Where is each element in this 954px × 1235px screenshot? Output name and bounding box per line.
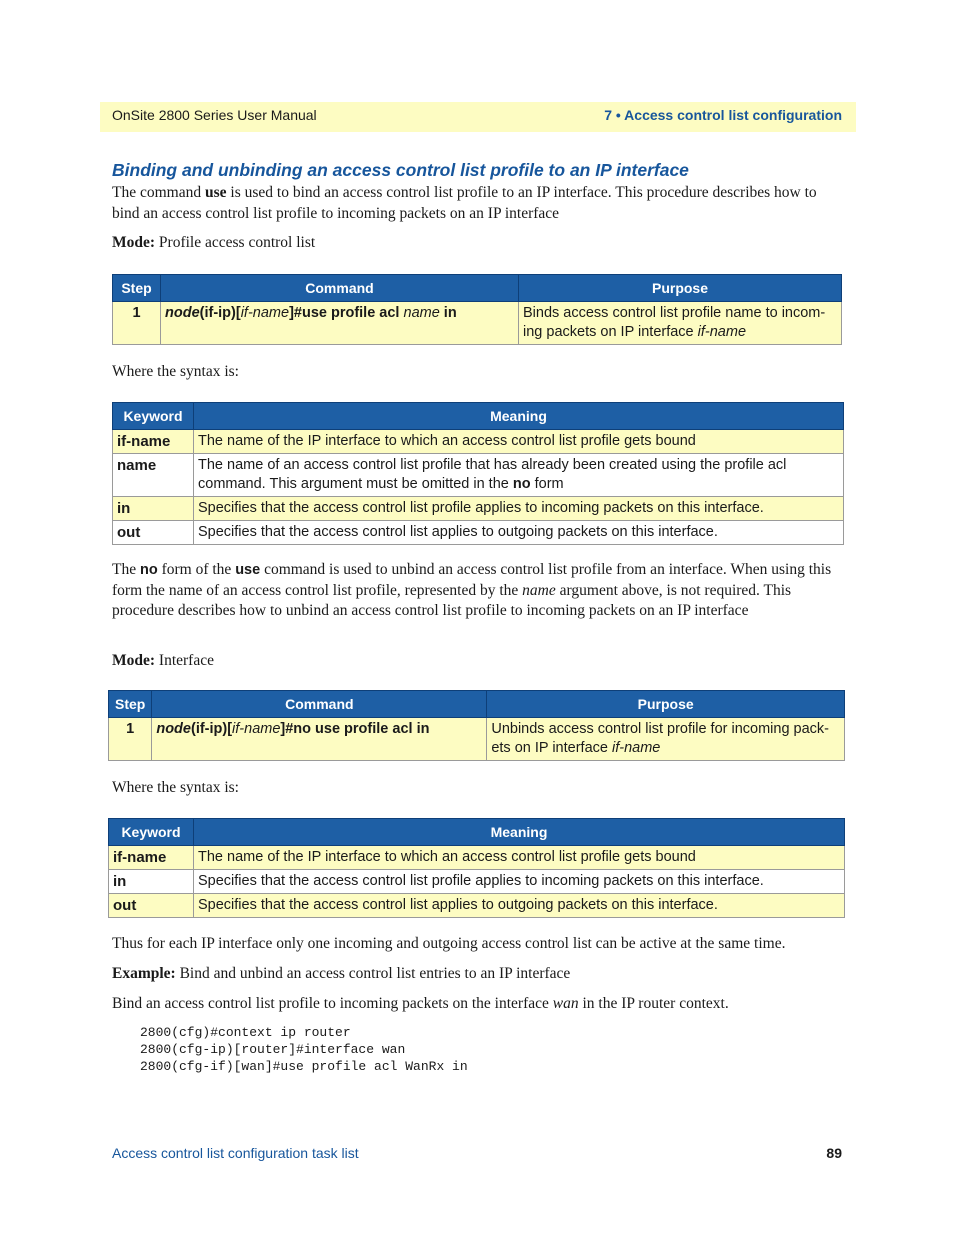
meaning-cell: Specifies that the access control list profile applies to incoming packets on this interface. bbox=[194, 497, 844, 521]
meaning-cell: Specifies that the access control list applies to outgoing packets on this interface. bbox=[194, 521, 844, 545]
command-cell: node(if-ip)[if-name]#no use profile acl in bbox=[152, 718, 487, 761]
syntax-intro: Where the syntax is: bbox=[112, 363, 239, 380]
syntax-intro: Where the syntax is: bbox=[112, 779, 239, 796]
example-line: Example: Bind and unbind an access control list entries to an IP interface bbox=[112, 965, 571, 982]
col-command: Command bbox=[152, 691, 487, 718]
use-keyword: use bbox=[204, 184, 227, 201]
keyword-cell: if-name bbox=[113, 430, 194, 454]
col-meaning: Meaning bbox=[194, 819, 845, 846]
table-row bbox=[109, 846, 845, 870]
footer-section-title: Access control list configuration task list bbox=[112, 1145, 359, 1161]
step-number: 1 bbox=[113, 302, 161, 345]
meaning-cell: The name of an access control list profile that has already been created using the profile acl command. This argument must be omitted in the no form bbox=[194, 454, 844, 497]
unbind-command-table bbox=[108, 690, 845, 761]
col-keyword: Keyword bbox=[109, 819, 194, 846]
chapter-title: 7 • Access control list configuration bbox=[604, 107, 842, 123]
mode-label: Mode: bbox=[112, 234, 156, 251]
keyword-cell: out bbox=[109, 894, 194, 918]
col-step: Step bbox=[113, 275, 161, 302]
purpose-cell: Unbinds access control list profile for incoming pack-ets on IP interface if-name bbox=[487, 718, 845, 761]
meaning-cell: Specifies that the access control list profile applies to incoming packets on this interface. bbox=[194, 870, 845, 894]
code-line: 2800(cfg-if)[wan]#use profile acl WanRx in bbox=[140, 1059, 468, 1074]
meaning-cell: The name of the IP interface to which an access control list profile gets bound bbox=[194, 430, 844, 454]
syntax-table bbox=[112, 402, 844, 545]
no-form-paragraph: The no form of the use command is used to unbind an access control list profile from an interface. When using this form the name of an access control list profile, represented by the name argument above, is not required. This procedure describes how to unbind an access control list profile to incoming packets on an IP interface bbox=[112, 561, 832, 619]
command-cell: node(if-ip)[if-name]#use profile acl name in bbox=[161, 302, 519, 345]
manual-title: OnSite 2800 Series User Manual bbox=[112, 107, 317, 123]
col-purpose: Purpose bbox=[519, 275, 842, 302]
table-row bbox=[113, 430, 844, 454]
keyword-cell: out bbox=[113, 521, 194, 545]
bind-command-table bbox=[112, 274, 842, 345]
col-keyword: Keyword bbox=[113, 403, 194, 430]
page-number: 89 bbox=[826, 1145, 842, 1161]
col-meaning: Meaning bbox=[194, 403, 844, 430]
purpose-cell: Binds access control list profile name to incom-ing packets on IP interface if-name bbox=[519, 302, 842, 345]
table-row bbox=[113, 302, 842, 345]
table-row bbox=[113, 454, 844, 497]
summary-paragraph: Thus for each IP interface only one incoming and outgoing access control list can be active at the same time. bbox=[112, 935, 786, 952]
intro-paragraph: The command use is used to bind an access control list profile to an IP interface. This procedure describes how to bind an access control list profile to incoming packets on an IP interface bbox=[112, 184, 817, 222]
meaning-cell: The name of the IP interface to which an access control list profile gets bound bbox=[194, 846, 845, 870]
col-step: Step bbox=[109, 691, 152, 718]
keyword-cell: if-name bbox=[109, 846, 194, 870]
table-row bbox=[109, 894, 845, 918]
table-row bbox=[109, 870, 845, 894]
syntax-table-2 bbox=[108, 818, 845, 918]
mode-line: Mode: Profile access control list bbox=[112, 234, 316, 251]
mode-label: Mode: bbox=[112, 652, 156, 669]
example-label: Example: bbox=[112, 965, 176, 982]
keyword-cell: in bbox=[109, 870, 194, 894]
keyword-cell: name bbox=[113, 454, 194, 497]
table-row bbox=[109, 718, 845, 761]
section-title: Binding and unbinding an access control list profile to an IP interface bbox=[112, 160, 689, 180]
meaning-cell: Specifies that the access control list applies to outgoing packets on this interface. bbox=[194, 894, 845, 918]
code-line: 2800(cfg)#context ip router bbox=[140, 1025, 351, 1040]
col-purpose: Purpose bbox=[487, 691, 845, 718]
keyword-cell: in bbox=[113, 497, 194, 521]
table-row bbox=[113, 497, 844, 521]
col-command: Command bbox=[161, 275, 519, 302]
step-number: 1 bbox=[109, 718, 152, 761]
table-row bbox=[113, 521, 844, 545]
bind-paragraph: Bind an access control list profile to incoming packets on the interface wan in the IP router context. bbox=[112, 995, 729, 1012]
mode-line: Mode: Interface bbox=[112, 652, 214, 669]
page-header bbox=[100, 102, 856, 132]
code-line: 2800(cfg-ip)[router]#interface wan bbox=[140, 1042, 406, 1057]
